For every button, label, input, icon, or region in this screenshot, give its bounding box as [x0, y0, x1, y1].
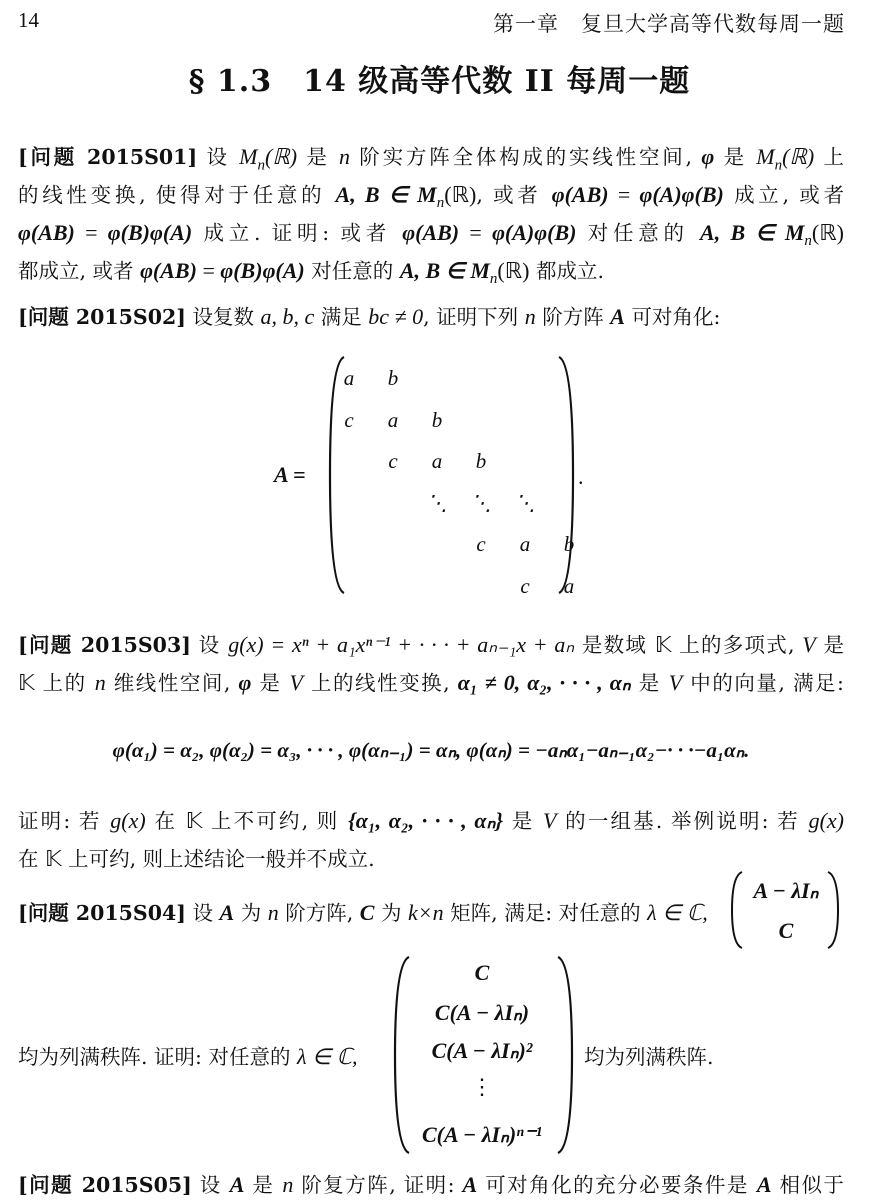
math-phiA: φ(A): [262, 258, 305, 283]
matrix-entry: b: [563, 532, 575, 556]
s03-label: [问题 2015S03]: [18, 633, 191, 657]
math-AB-in: A, B ∈ M: [335, 182, 437, 207]
math-gx: g(x): [228, 632, 264, 657]
sub: n: [436, 195, 445, 212]
text: 是: [251, 671, 290, 695]
math-bc: bc ≠ 0: [368, 304, 424, 329]
math-A: A: [229, 1172, 245, 1197]
matrix-entry: a: [519, 532, 531, 556]
text: 上的线性变换,: [302, 671, 458, 695]
math-alphas: α₁ ≠ 0, α₂, · · · , αₙ: [457, 670, 631, 695]
text: 相似于: [771, 1173, 844, 1197]
text: 均为列满秩阵. 证明: 对任意的: [18, 1045, 297, 1069]
math-abc: a, b, c: [260, 304, 315, 329]
text: 为: [374, 901, 409, 925]
s01-line1: [18, 140, 844, 174]
s04-label: [问题 2015S04]: [18, 901, 186, 925]
math-K: 𝕂: [18, 670, 35, 695]
s05-label: [问题 2015S05]: [18, 1173, 192, 1197]
sub: n: [489, 271, 498, 288]
math-phiA: φ(A): [150, 220, 193, 245]
stack1-right-paren: [826, 870, 840, 950]
math-A: A: [610, 304, 625, 329]
stack2-row2: C(A − λIₙ): [434, 1000, 530, 1025]
math-eq: =: [196, 258, 221, 283]
s04-line2-end: 均为列满秩阵.: [584, 1045, 714, 1069]
text: 为: [234, 901, 268, 925]
stack2-right-paren: [555, 955, 575, 1155]
math-phiB: φ(B): [107, 220, 150, 245]
matrix-entry: b: [475, 449, 487, 473]
math-A: A: [219, 900, 235, 925]
text: 设: [190, 633, 229, 657]
text: 上的多项式,: [671, 633, 803, 657]
stack2-row5: C(A − λIₙ)ⁿ⁻¹: [421, 1122, 543, 1147]
math-poly: = xⁿ + a₁xⁿ⁻¹ + · · · + aₙ₋₁x + aₙ: [263, 632, 575, 657]
page-number: 14: [18, 8, 39, 32]
text: 在: [18, 847, 46, 871]
text: 上不可约, 则: [202, 809, 349, 833]
math-phiB: φ(B): [681, 182, 724, 207]
math-V: V: [668, 670, 683, 695]
matrix-right-paren: [555, 355, 575, 595]
s03-para1: [18, 804, 844, 834]
text: 证明: 若: [18, 809, 111, 833]
running-header: 第一章 复旦大学高等代数每周一题: [493, 12, 845, 36]
math-n: n: [94, 670, 106, 695]
text: 阶方阵: [535, 305, 611, 329]
stack2-row4: ⋮: [471, 1074, 493, 1099]
text: 矩阵, 满足: 对任意的: [443, 901, 648, 925]
math-phiAB: φ(AB): [551, 182, 609, 207]
text: 是: [815, 633, 844, 657]
matrix-entry: c: [520, 573, 530, 598]
s01-line3: [18, 216, 844, 250]
text: 是: [714, 145, 757, 169]
text: 的线性变换, 使得对于任意的: [18, 183, 336, 207]
text: 设: [197, 145, 240, 169]
matrix-entry: b: [431, 407, 443, 432]
s05-line: [18, 1168, 844, 1198]
text: 可对角化:: [624, 305, 721, 329]
math-phi: φ: [701, 144, 715, 169]
math-Mn: $M_n(ℝ)$: [756, 144, 815, 174]
math-n: n: [267, 900, 279, 925]
math-V: V: [289, 670, 303, 695]
math-K: 𝕂: [45, 846, 62, 871]
math-V: V: [802, 632, 816, 657]
text: , 证明下列: [423, 305, 525, 329]
math-phiAB: φ(AB): [402, 220, 460, 245]
text: , 或者: [476, 183, 552, 207]
section-title: § 1.3 14 级高等代数 II 每周一题: [188, 64, 691, 99]
text: 设: [185, 901, 220, 925]
math-phiA: φ(A): [639, 182, 682, 207]
text: 是: [630, 671, 669, 695]
matrix-entry: c: [476, 532, 486, 556]
text: 上的: [34, 671, 95, 695]
matrix-entry: a: [563, 573, 575, 598]
text: 成立, 或者: [723, 183, 844, 207]
s04-line1: [18, 896, 708, 926]
math-n: n: [282, 1172, 294, 1197]
text: 满足: [314, 305, 369, 329]
math-eq: =: [74, 220, 108, 245]
text: 可对角化的充分必要条件是: [477, 1173, 757, 1197]
text: 阶实方阵全体构成的实线性空间,: [349, 145, 702, 169]
math-eq: =: [459, 220, 493, 245]
matrix-lhs: A =: [274, 462, 306, 487]
math-lambda: λ ∈ ℂ,: [647, 900, 708, 925]
matrix-period: .: [578, 464, 584, 489]
text: 阶复方阵, 证明:: [293, 1173, 463, 1197]
math-C: C: [359, 900, 375, 925]
math-phiB: φ(B): [534, 220, 577, 245]
stack1-left-paren: [730, 870, 744, 950]
matrix-entry: a: [431, 449, 443, 473]
stack1-row2: C: [778, 918, 794, 943]
s03-recurrence: φ(α₁) = α₂, φ(α₂) = α₃, · · · , φ(αₙ₋₁) = αₙ, φ(αₙ) = −aₙα₁−aₙ₋₁α₂−· · ·−a₁αₙ.: [112, 738, 750, 762]
text: 对任意的: [304, 259, 400, 283]
text: 都成立, 或者: [18, 259, 141, 283]
matrix-entry: c: [344, 407, 354, 432]
text: 阶方阵,: [278, 901, 360, 925]
text: 是: [297, 145, 339, 169]
math-R: (ℝ): [497, 258, 530, 283]
math-Mn: $M_n(ℝ)$: [239, 144, 298, 174]
math-phi: φ: [238, 670, 252, 695]
math-phiAB: φ(AB): [140, 258, 197, 283]
math-V: V: [543, 808, 557, 833]
text: 是数域: [574, 633, 655, 657]
math-A: A: [756, 1172, 772, 1197]
stack2-row3: C(A − λIₙ)²: [431, 1038, 533, 1063]
math-K: 𝕂: [185, 808, 203, 833]
s01-label: [问题 2015S01]: [18, 145, 198, 169]
text: 上: [814, 145, 844, 169]
math-gx: g(x): [110, 808, 146, 833]
s04-line2: [18, 1040, 398, 1070]
text: 中的向量, 满足:: [682, 671, 844, 695]
matrix-entry: ⋱: [426, 490, 448, 515]
text: 上可约, 则上述结论一般并不成立.: [61, 847, 375, 871]
text: 都成立.: [529, 259, 605, 283]
s01-line4: [18, 254, 844, 288]
s03-line1: [18, 628, 844, 658]
s02-label: [问题 2015S02]: [18, 305, 186, 329]
math-n: n: [338, 144, 350, 169]
math-basis: {α₁, α₂, · · · , αₙ}: [348, 808, 504, 833]
s03-para2: [18, 842, 844, 872]
s01-line2: [18, 178, 844, 212]
text: 的一组基. 举例说明: 若: [556, 809, 809, 833]
math-AB-in: A, B ∈ M: [399, 258, 490, 283]
text: 设: [191, 1173, 230, 1197]
math-gx: g(x): [808, 808, 844, 833]
s02-line: [18, 300, 844, 330]
math-eq: =: [608, 182, 640, 207]
text: 成立. 证明: 或者: [192, 221, 403, 245]
matrix-left-paren: [328, 355, 348, 595]
matrix-entry: c: [388, 449, 398, 473]
math-K: 𝕂: [654, 632, 672, 657]
stack1-row1: A − λIₙ: [753, 878, 819, 903]
math-AB-in: A, B ∈ M: [700, 220, 805, 245]
matrix-entry: a: [343, 366, 355, 390]
math-A: A: [462, 1172, 478, 1197]
math-n: n: [524, 304, 536, 329]
text: 设复数: [185, 305, 261, 329]
math-R: (ℝ): [444, 182, 477, 207]
stack2-row1: C: [474, 960, 490, 985]
sub: n: [804, 233, 812, 250]
text: 对任意的: [576, 221, 701, 245]
math-lambda: λ ∈ ℂ,: [296, 1044, 358, 1069]
matrix-entry: ⋱: [514, 490, 536, 515]
matrix-entry: ⋱: [470, 490, 492, 515]
matrix-entry: b: [387, 366, 399, 390]
text: 维线性空间,: [105, 671, 239, 695]
math-kxn: k×n: [408, 900, 444, 925]
text: 是: [503, 809, 544, 833]
s03-line2: [18, 666, 844, 696]
math-phiA: φ(A): [492, 220, 535, 245]
math-R: (ℝ): [811, 220, 844, 245]
text: 是: [244, 1173, 283, 1197]
matrix-entry: a: [387, 407, 399, 432]
math-phiAB: φ(AB): [18, 220, 75, 245]
math-phiB: φ(B): [220, 258, 263, 283]
text: 在: [145, 809, 186, 833]
